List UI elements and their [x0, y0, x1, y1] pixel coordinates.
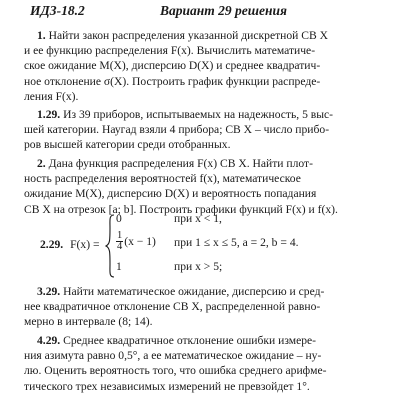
case-value: 0 [116, 212, 122, 225]
case-row-2 [116, 230, 299, 252]
case-row-1 [116, 212, 222, 225]
text-line: ния азимута равно 0,5°, а ее математическое ожидание – ну- [24, 349, 322, 363]
problem-number: 4.29. [37, 334, 64, 347]
case-condition: при 1 ≤ x ≤ 5, a = 2, b = 4. [174, 236, 299, 249]
problem-number: 2. [37, 157, 49, 170]
problem-number: 3.29. [37, 285, 64, 298]
assignment-code: ИДЗ-18.2 [30, 3, 85, 18]
problem-3-29 [24, 284, 384, 330]
text-line: ское ожидание M(X), дисперсию D(X) и среднее квадратич- [24, 59, 321, 73]
fraction [116, 231, 123, 252]
text-line: нее квадратичное отклонение СВ X, распределенной равно- [24, 300, 321, 314]
problem-2-29-formula [40, 210, 390, 280]
case-expression: (x − 1) [124, 235, 156, 248]
text-line: мерно в интервале (8; 14). [24, 315, 153, 329]
problem-label: 2.29. [40, 238, 64, 251]
text-line: ное отклонение σ(X). Построить график функции распреде- [24, 74, 321, 88]
text-line: и ее функцию распределения F(x). Вычислить математиче- [24, 44, 316, 58]
text-line: ров высшей категории среди отобранных. [24, 138, 231, 152]
text-line: 1. Найти закон распределения указанной дискретной СВ X [37, 29, 329, 42]
variant-title: Вариант 29 решения [160, 3, 287, 18]
brace-icon [105, 214, 115, 278]
function-name: F(x) = [70, 238, 100, 251]
text-line: 3.29. Найти математическое ожидание, дисперсию и сред- [37, 285, 325, 298]
text-line: лю. Оценить вероятность того, что ошибка среднего арифме- [24, 364, 327, 378]
fraction-denominator: 4 [117, 241, 123, 252]
text-line: 4.29. Среднее квадратичное отклонение ошибки измере- [37, 334, 317, 347]
page-header [30, 3, 380, 23]
case-condition: при x < 1, [174, 212, 222, 225]
problem-number: 1.29. [37, 108, 64, 121]
text-line: 1.29. Из 39 приборов, испытываемых на надежность, 5 выс- [37, 108, 334, 121]
text-line: ления F(x). [24, 89, 79, 103]
problem-1-29 [24, 107, 384, 153]
case-condition: при x > 5; [174, 260, 223, 273]
problem-4-29 [24, 333, 384, 394]
formula-lhs [40, 238, 100, 251]
fraction-numerator: 1 [117, 230, 123, 241]
text-line: шей категории. Наугад взяли 4 прибора; СВ X – число прибо- [24, 123, 330, 137]
text-line: ожидание M(X), дисперсию D(X) и вероятность попадания [24, 187, 317, 201]
case-row-3 [116, 260, 223, 273]
text-line: ность распределения вероятностей f(x), математическое [24, 172, 301, 186]
problem-number: 1. [37, 29, 49, 42]
text-line: СВ X на отрезок [a; b]. Построить графики функций F(x) и f(x). [24, 202, 338, 216]
task-2-statement [24, 156, 384, 217]
text-line: 2. Дана функция распределения F(x) СВ X. Найти плот- [37, 157, 313, 170]
case-value: 1 [116, 260, 122, 273]
task-1-statement [24, 28, 384, 104]
text-line: тического трех независимых измерений не превзойдет 1°. [24, 379, 310, 393]
